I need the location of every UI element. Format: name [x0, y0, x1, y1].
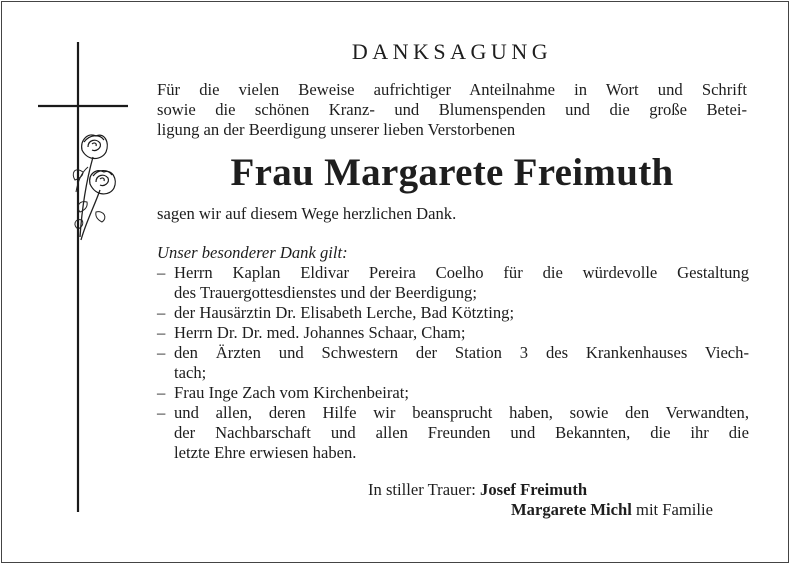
signature-name-2: Margarete Michl: [511, 500, 632, 519]
list-item: [157, 383, 749, 403]
list-item-line: der Hausärztin Dr. Elisabeth Lerche, Bad Kötzting;: [174, 303, 515, 322]
signature-suffix: mit Familie: [636, 500, 714, 519]
list-item-line: Herrn Dr. Dr. med. Johannes Schaar, Cham;: [174, 323, 466, 342]
dash-mark: –: [157, 263, 166, 282]
special-thanks-heading: Unser besonderer Dank gilt:: [157, 243, 348, 262]
list-item-line: und allen, deren Hilfe wir beansprucht haben, sowie den Verwandten,: [174, 403, 749, 422]
list-item-line: Frau Inge Zach vom Kirchenbeirat;: [174, 383, 409, 402]
intro-line: Für die vielen Beweise aufrichtiger Anteilnahme in Wort und Schrift: [157, 80, 747, 99]
dash-mark: –: [157, 303, 166, 322]
notice-heading: DANKSAGUNG: [351, 39, 553, 64]
list-item-line: Herrn Kaplan Eldivar Pereira Coelho für die würdevolle Gestaltung: [174, 263, 749, 282]
list-item: [157, 403, 749, 463]
list-item: [157, 323, 749, 343]
dash-mark: –: [157, 323, 166, 342]
signature-prefix: In stiller Trauer:: [368, 480, 476, 499]
list-item-line: tach;: [174, 363, 207, 382]
intro-paragraph: [157, 80, 747, 140]
list-item-line: des Trauergottesdienstes und der Beerdigung;: [174, 283, 477, 302]
dash-mark: –: [157, 383, 166, 402]
list-item: [157, 263, 749, 303]
list-item: [157, 303, 749, 323]
cross-with-roses-icon: [38, 42, 128, 512]
dash-mark: –: [157, 343, 166, 362]
signature-name-1: Josef Freimuth: [480, 480, 588, 499]
signature-line-2: [511, 500, 713, 520]
deceased-name: Frau Margarete Freimuth: [230, 151, 674, 194]
list-item-line: letzte Ehre erwiesen haben.: [174, 443, 357, 462]
list-item: [157, 343, 749, 383]
intro-line: sowie die schönen Kranz- und Blumenspenden und die große Betei-: [157, 100, 747, 119]
list-item-line: der Nachbarschaft und allen Freunden und Bekannten, die ihr die: [174, 423, 749, 442]
thanks-line: sagen wir auf diesem Wege herzlichen Dank.: [157, 204, 457, 223]
list-item-line: den Ärzten und Schwestern der Station 3 des Krankenhauses Viech-: [174, 343, 749, 362]
signature-line-1: [368, 480, 587, 500]
dash-mark: –: [157, 403, 166, 422]
thanks-list: [157, 263, 749, 463]
intro-line: ligung an der Beerdigung unserer lieben Verstorbenen: [157, 120, 516, 139]
